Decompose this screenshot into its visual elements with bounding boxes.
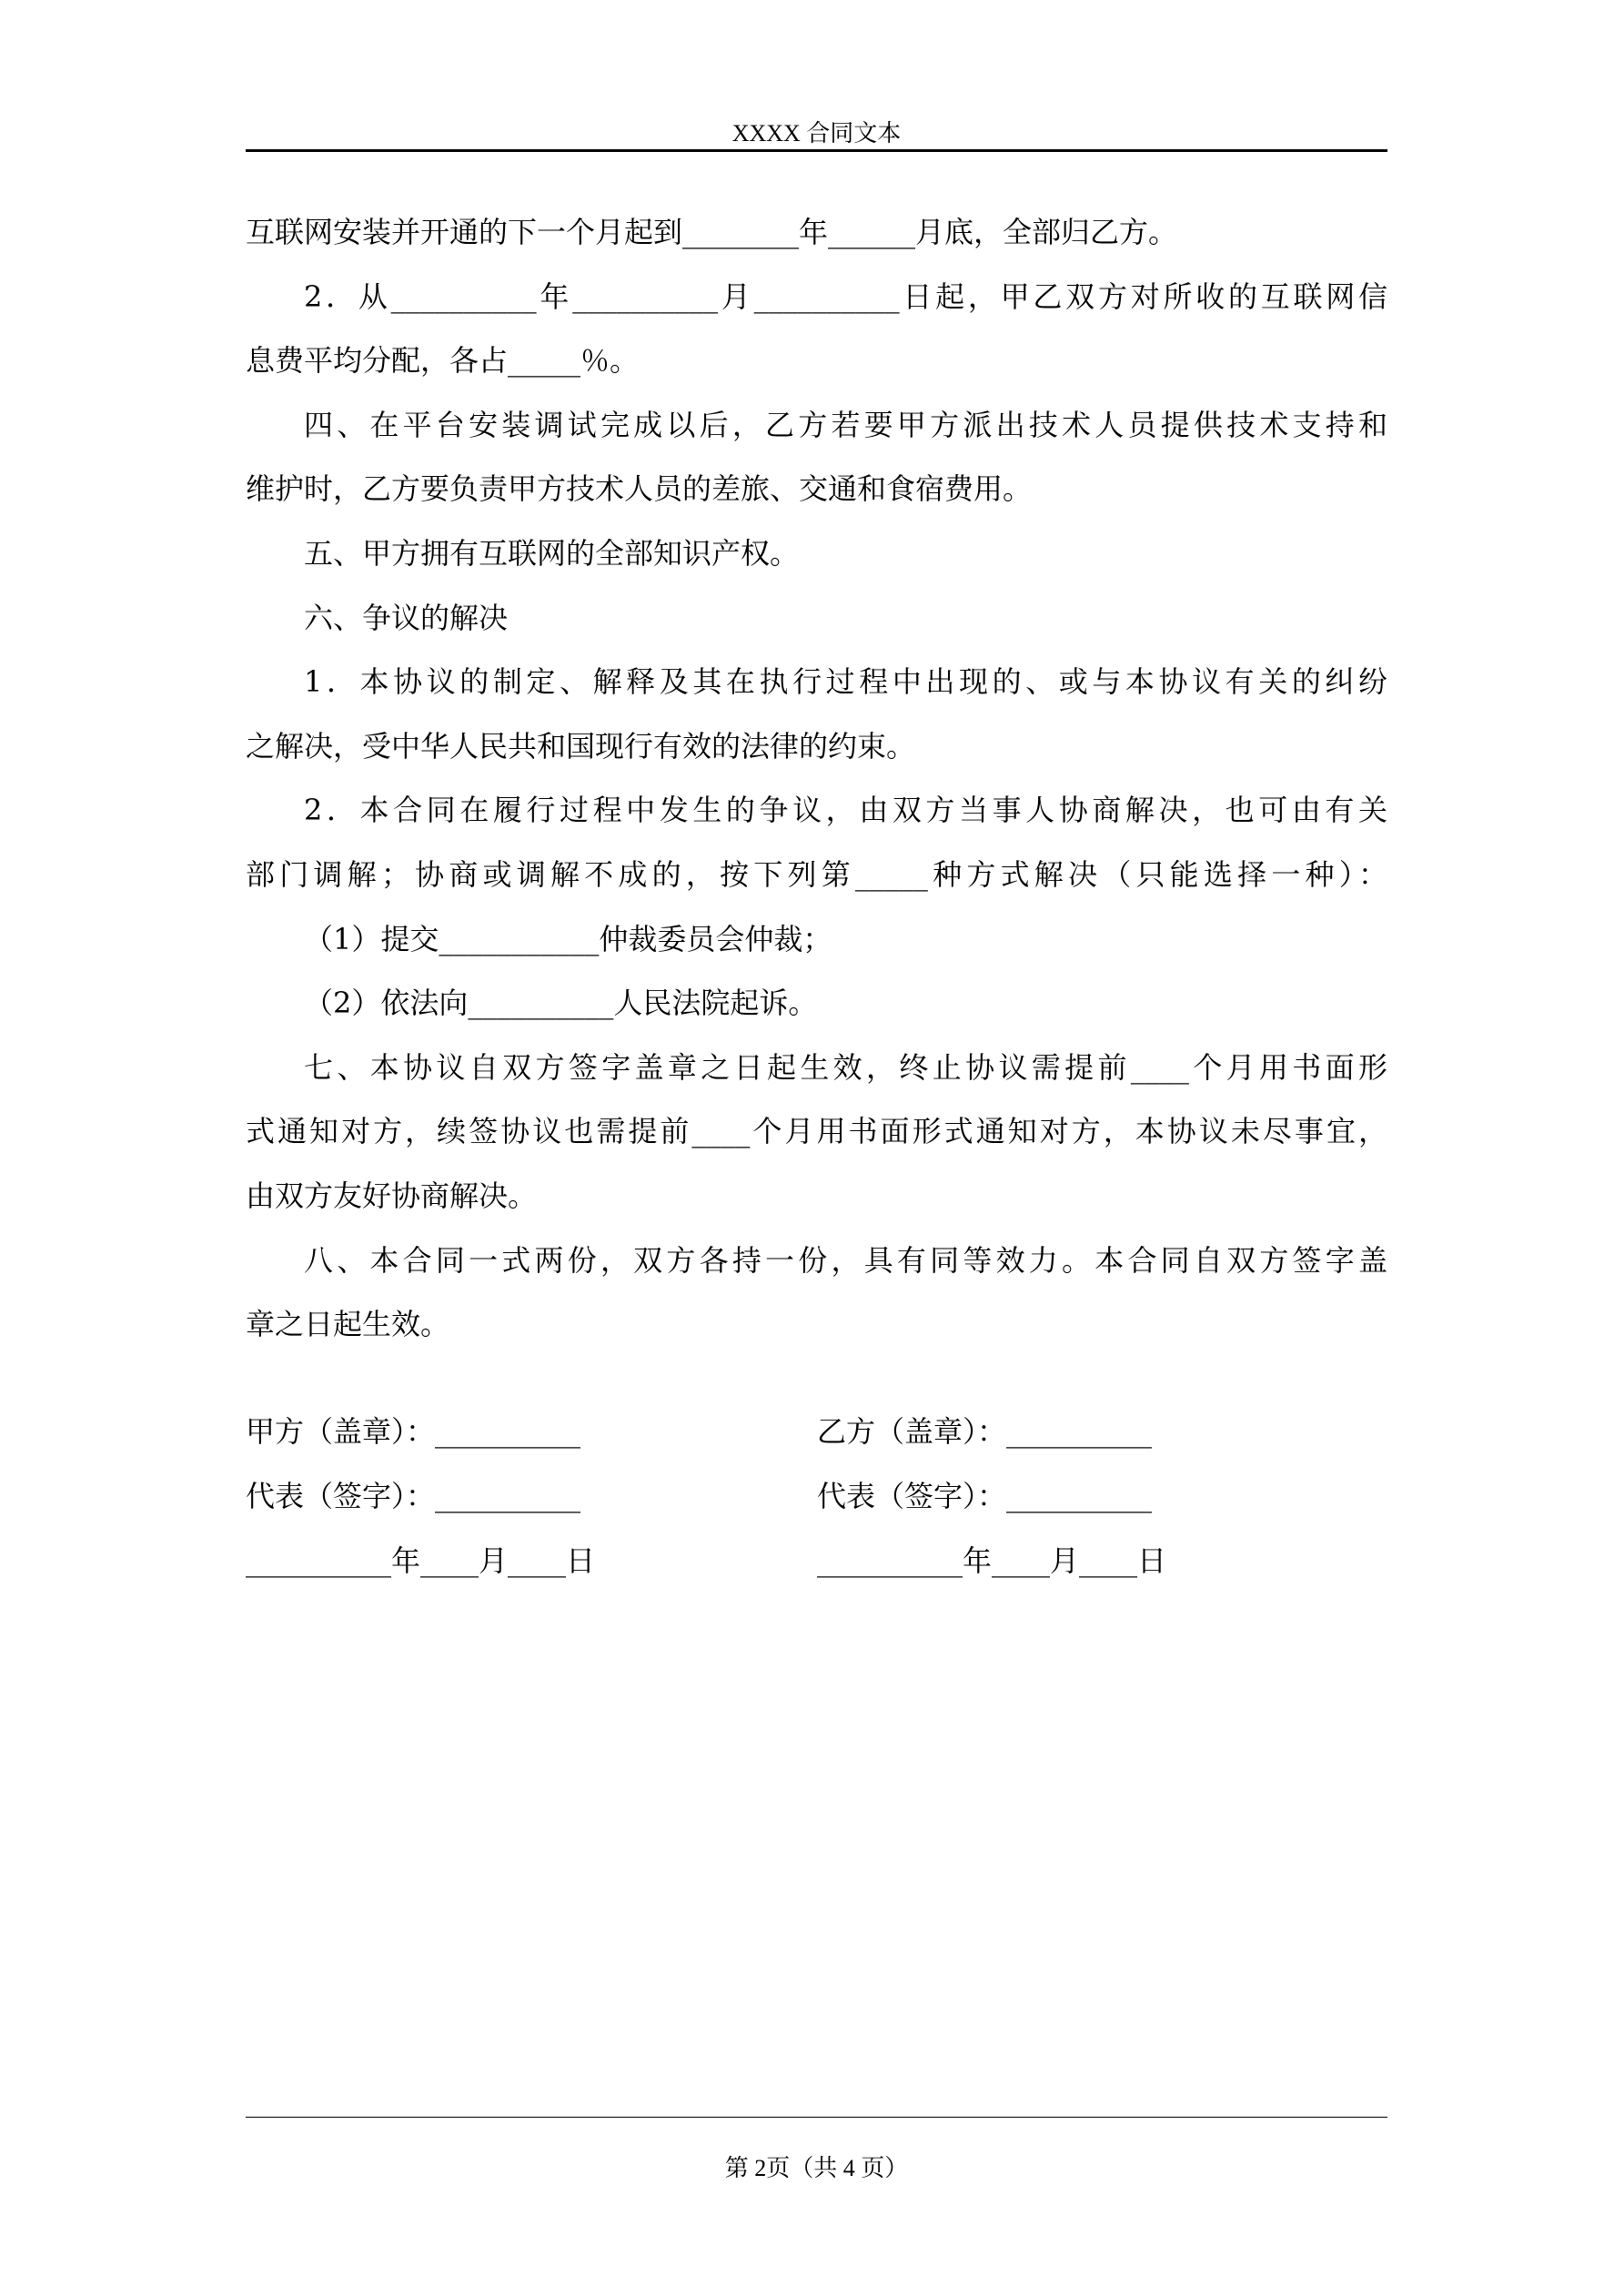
- text-line: 五、甲方拥有互联网的全部知识产权。: [304, 535, 800, 571]
- party-a-seal: 甲方（盖章）：__________: [246, 1414, 581, 1449]
- document-header-title: XXXX 合同文本: [731, 120, 902, 147]
- text-line: 互联网安装并开通的下一个月起到________年______月底，全部归乙方。: [246, 215, 1178, 249]
- text-line: 四、在平台安装调试完成以后，乙方若要甲方派出技术人员提供技术支持和: [304, 407, 1387, 442]
- party-a-signature: [246, 1400, 595, 1593]
- text-line: （1）提交___________仲裁委员会仲裁；: [304, 921, 832, 956]
- party-a-representative: 代表（签字）：__________: [246, 1479, 581, 1513]
- text-line: 部门调解；协商或调解不成的，按下列第_____种方式解决（只能选择一种）：: [246, 856, 1387, 892]
- text-line: 2．本合同在履行过程中发生的争议，由双方当事人协商解决，也可由有关: [304, 793, 1387, 828]
- text-line: 1．本协议的制定、解释及其在执行过程中出现的、或与本协议有关的纠纷: [304, 664, 1387, 700]
- party-b-representative: 代表（签字）：__________: [817, 1479, 1153, 1513]
- party-b-date: __________年____月____日: [817, 1543, 1167, 1578]
- party-a-date: __________年____月____日: [246, 1543, 596, 1578]
- text-line: 维护时，乙方要负责甲方技术人员的差旅、交通和食宿费用。: [246, 471, 1033, 507]
- footer-divider: [246, 2117, 1387, 2118]
- text-line: 章之日起生效。: [246, 1307, 450, 1342]
- text-line: 2．从__________年__________月__________日起，甲乙双方对所收的互联网信: [304, 278, 1387, 314]
- text-line: 七、本协议自双方签字盖章之日起生效，终止协议需提前____个月用书面形: [304, 1049, 1387, 1085]
- text-line: 六、争议的解决: [304, 600, 509, 635]
- text-line: 八、本合同一式两份，双方各持一份，具有同等效力。本合同自双方签字盖: [304, 1242, 1387, 1278]
- text-line: 息费平均分配，各占_____％。: [246, 343, 640, 379]
- page-number: 第 2页（共 4 页）: [724, 2155, 909, 2181]
- contract-body: [246, 200, 1387, 1357]
- header-divider: [246, 149, 1387, 152]
- text-line: 由双方友好协商解决。: [246, 1178, 538, 1213]
- party-b-signature: [817, 1400, 1166, 1593]
- text-line: （2）依法向__________人民法院起诉。: [304, 986, 818, 1021]
- party-b-seal: 乙方（盖章）：__________: [817, 1414, 1153, 1449]
- text-line: 式通知对方，续签协议也需提前____个月用书面形式通知对方，本协议未尽事宜，: [246, 1114, 1387, 1149]
- text-line: 之解决，受中华人民共和国现行有效的法律的约束。: [246, 728, 916, 764]
